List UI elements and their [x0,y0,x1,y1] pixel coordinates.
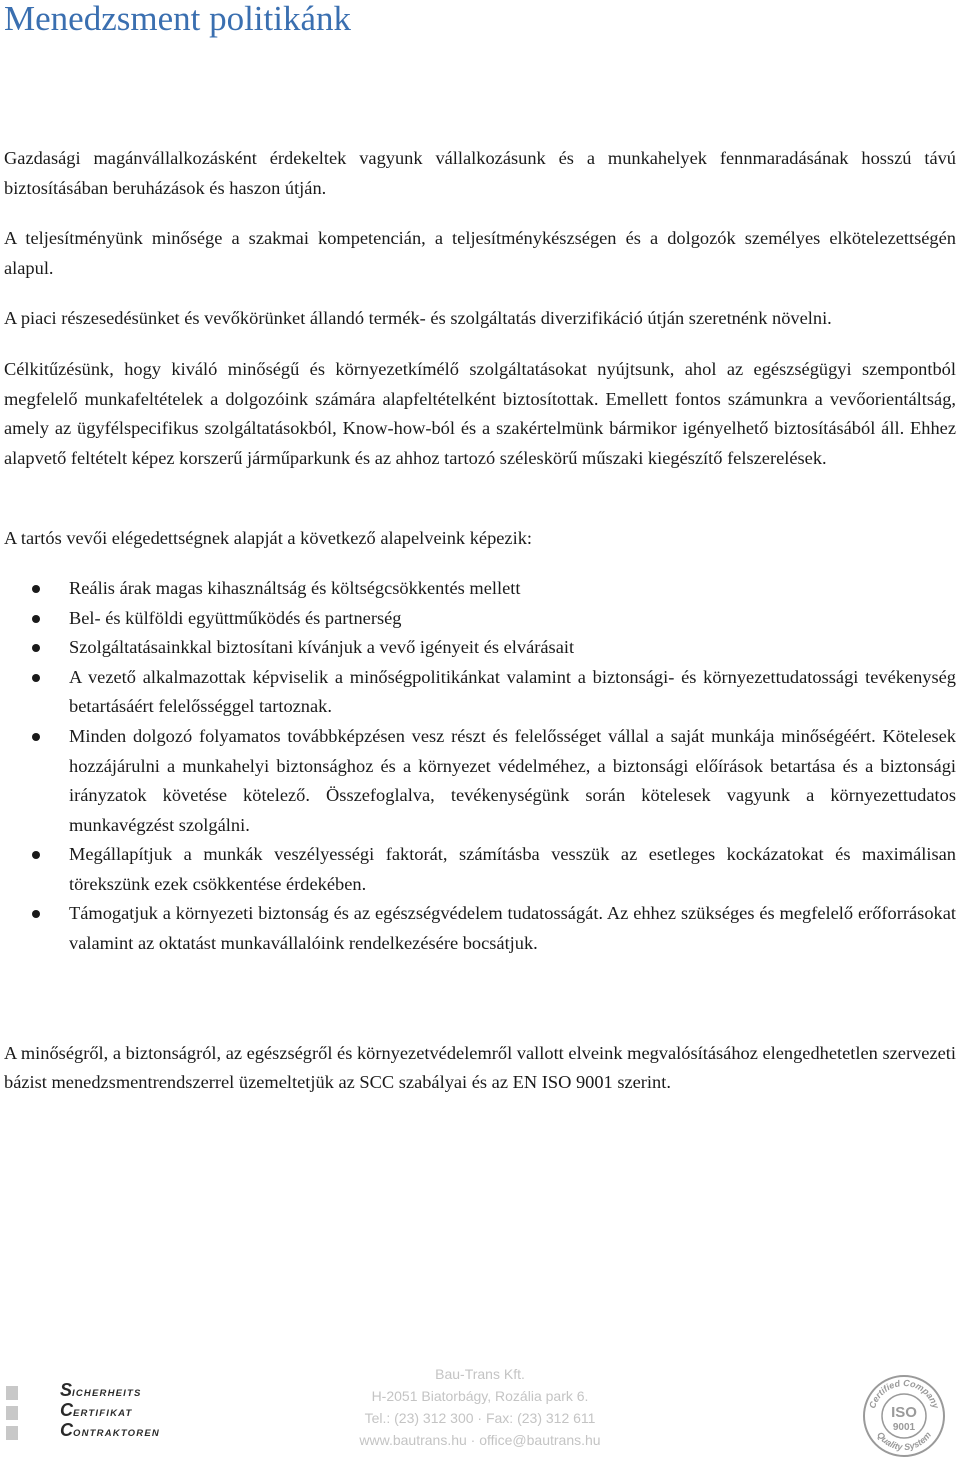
scc-logo-line: CERTIFIKAT [60,1400,133,1420]
list-item [4,604,956,634]
bullet-icon [32,585,40,593]
paragraph-principles-intro: A tartós vevői elégedettségnek alapját a következő alapelveink képezik: [4,528,533,549]
svg-text:Quality System: Quality System [874,1429,934,1453]
iso-seal-center-text: ISO [891,1404,917,1421]
list-item-text: Minden dolgozó folyamatos továbbképzésen vesz részt és felelősséget vállal a saját munkája minőségéért. Kötelesek hozzájárulni a munkahelyi biztonsághoz és a környezet védelméhez, a biztonsági előírások betartása és a biztonsági irányzatok követése kötelező. Összefoglalva, tevékenységünk során kötelesek vagyunk a környezettudatos munkavégzést szolgálni. [69,725,956,835]
iso-seal-number: 9001 [892,1422,916,1433]
bullet-icon [32,615,40,623]
bullet-icon [32,910,40,918]
list-item-text: Bel- és külföldi együttműködés és partnerség [69,607,402,628]
footer-company-name: Bau-Trans Kft. [435,1366,525,1382]
bullet-icon [32,674,40,682]
bullet-icon [32,733,40,741]
scc-logo-line: SICHERHEITS [60,1380,142,1400]
list-item-text: Reális árak magas kihasználtság és költségcsökkentés mellett [69,577,521,598]
list-item [4,663,956,722]
svg-text:Certified Company: Certified Company [867,1377,941,1410]
bullet-icon [32,851,40,859]
list-item [4,840,956,899]
scc-logo-bar-icon [6,1426,18,1440]
list-item-text: Támogatjuk a környezeti biztonság és az egészségvédelem tudatosságát. Az ehhez szükséges és megfelelő erőforrásokat valamint az oktatást munkavállalóink rendelkezésére bocsátjuk. [69,903,956,954]
scc-logo-bar-icon [6,1386,18,1400]
paragraph-objectives: Célkitűzésünk, hogy kiváló minőségű és környezetkímélő szolgáltatásokat nyújtsunk, ahol az egészségügyi szempontból megfelelő munkafeltételek a dolgozóink számára alapfeltételként biztosítottak. Emellett fontos számunkra a vevőorientáltság, amely az ügyfélspecifikus szolgáltatásokból, Know-how-ból és a szakértelmünk bármikor igényelhető biztosításából áll. Ehhez alapvető feltételt képez korszerű járműparkunk és az ahhoz tartozó széleskörű műszaki kiegészítő felszerelések. [4,358,956,468]
paragraph-investment: Gazdasági magánvállalkozásként érdekeltek vagyunk vállalkozásunk és a munkahelyek fennmaradásának hosszú távú biztosításában beruházások és haszon útján. [4,148,956,198]
principles-list [4,574,956,959]
page-title: Menedzsment politikánk [4,0,352,38]
list-item [4,722,956,840]
list-item [4,574,956,604]
document-body [4,144,956,1098]
bullet-icon [32,644,40,652]
footer-address: H-2051 Biatorbágy, Rozália park 6. [371,1388,589,1404]
iso-certified-seal-icon [862,1374,946,1458]
list-item-text: Szolgáltatásainkkal biztosítani kívánjuk a vevő igényeit és elvárásait [69,637,575,658]
paragraph-closing: A minőségről, a biztonságról, az egészségről és környezetvédelemről vallott elveink megvalósításához elengedhetetlen szervezeti bázist menedzsmentrendszerrel üzemeltetjük az SCC szabályai és az EN ISO 9001 szerint. [4,1042,956,1093]
scc-logo-bar-icon [6,1406,18,1420]
list-item-text: A vezető alkalmazottak képviselik a minőségpolitikánkat valamint a biztonsági- és környezettudatossági tevékenység betartásáért felelősséggel tartoznak. [69,666,956,717]
paragraph-quality: A teljesítményünk minősége a szakmai kompetencián, a teljesítménykészségen és a dolgozók személyes elkötelezettségén alapul. [4,228,956,278]
footer-phones: Tel.: (23) 312 300 · Fax: (23) 312 611 [364,1410,596,1426]
list-item-text: Megállapítjuk a munkák veszélyességi faktorát, számításba vesszük az esetleges kockázatokat és maximálisan törekszünk ezek csökkentése érdekében. [69,844,956,894]
list-item [4,899,956,958]
list-item [4,633,956,663]
scc-logo [6,1372,166,1450]
scc-logo-line: CONTRAKTOREN [60,1420,160,1440]
footer-web: www.bautrans.hu · office@bautrans.hu [359,1432,601,1448]
footer-company-info [300,1363,660,1451]
paragraph-market-share: A piaci részesedésünket és vevőkörünket állandó termék- és szolgáltatás diverzifikáció útján szeretnénk növelni. [4,308,832,329]
